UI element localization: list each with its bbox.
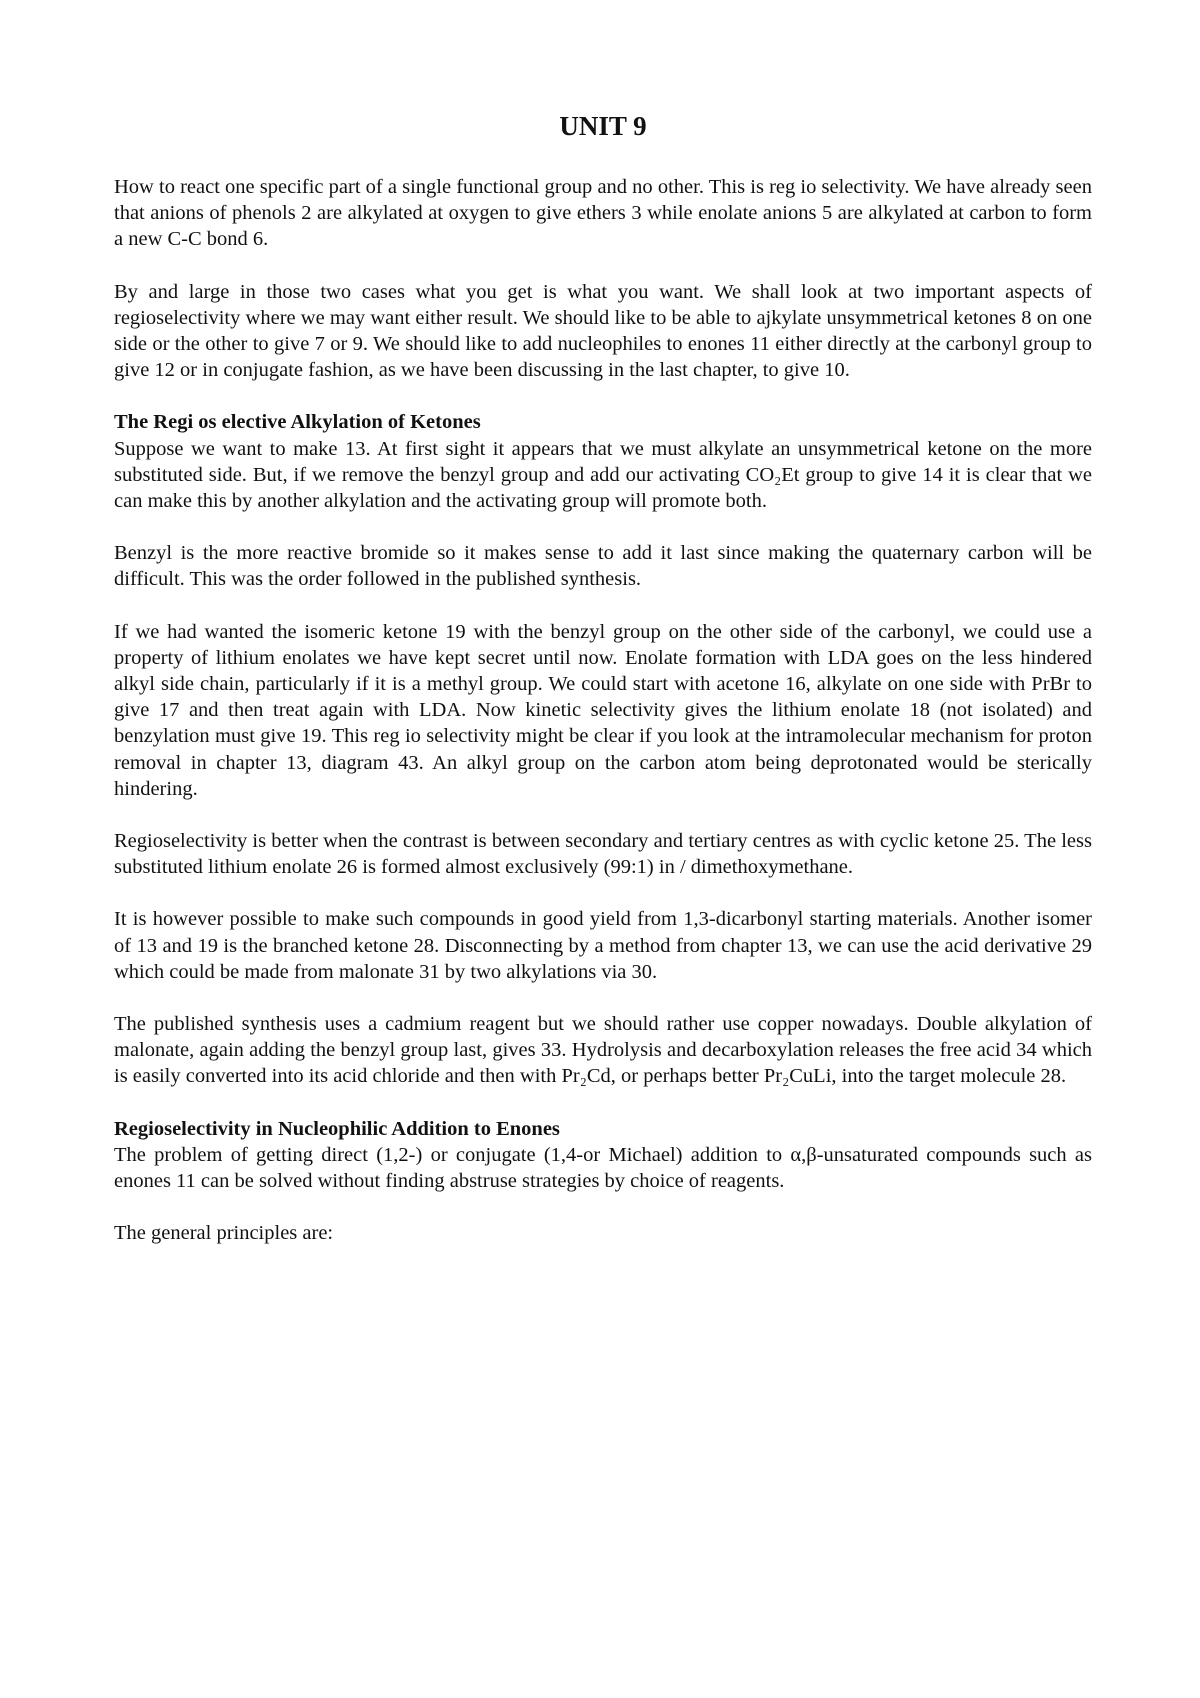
intro-paragraph-1: How to react one specific part of a single functional group and no other. This is reg io selectivity. We have already seen that anions of phenols 2 are alkylated at oxygen to give ethers 3 while enolate anions 5 are alkylated at carbon to form a new C-C bond 6. — [114, 176, 1092, 251]
section-paragraph: The problem of getting direct (1,2-) or conjugate (1,4-or Michael) addition to α,β-unsaturated compounds such as enones 11 can be solved without finding abstruse strategies by choice of reagents. — [114, 1143, 1092, 1193]
section-paragraph: Regioselectivity is better when the contrast is between secondary and tertiary centres as with cyclic ketone 25. The less substituted lithium enolate 26 is formed almost exclusively (99:1) in / dimethoxymethane. — [114, 830, 1092, 879]
section-paragraph: Benzyl is the more reactive bromide so it makes sense to add it last since making the quaternary carbon will be difficult. This was the order followed in the published synthesis. — [114, 542, 1092, 591]
document-page — [114, 110, 1092, 1273]
section-paragraph: It is however possible to make such compounds in good yield from 1,3-dicarbonyl starting materials. Another isomer of 13 and 19 is the branched ketone 28. Disconnecting by a method from chapter 13, we can use the acid derivative 29 which could be made from malonate 31 by two alkylations via 30. — [114, 908, 1092, 983]
section-paragraph: Suppose we want to make 13. At first sight it appears that we must alkylate an unsymmetrical ketone on the more substituted side. But, if we remove the benzyl group and add our activating CO₂Et group to give 14 it is clear that we can make this by another alkylation and the activating group will promote both. — [114, 437, 1092, 513]
section-heading: The Regi os elective Alkylation of Ketones — [114, 411, 481, 434]
section-heading: Regioselectivity in Nucleophilic Addition to Enones — [114, 1117, 560, 1140]
section-nucleophilic-addition — [114, 1116, 1092, 1247]
page-title: UNIT 9 — [559, 111, 647, 141]
section-paragraph: If we had wanted the isomeric ketone 19 with the benzyl group on the other side of the carbonyl, we could use a property of lithium enolates we have kept secret until now. Enolate formation with LDA goes on the less hindered alkyl side chain, particularly if it is a methyl group. We could start with acetone 16, alkylate on one side with PrBr to give 17 and then treat again with LDA. Now kinetic selectivity gives the lithium enolate 18 (not isolated) and benzylation must give 19. This reg io selectivity might be clear if you look at the intramolecular mechanism for proton removal in chapter 13, diagram 43. An alkyl group on the carbon atom being deprotonated would be sterically hindering. — [114, 620, 1092, 800]
intro-paragraph-2: By and large in those two cases what you get is what you want. We shall look at two important aspects of regioselectivity where we may want either result. We should like to be able to ajkylate unsymmetrical ketones 8 on one side or the other to give 7 or 9. We should like to add nucleophiles to enones 11 either directly at the carbonyl group to give 12 or in conjugate fashion, as we have been discussing in the last chapter, to give 10. — [114, 280, 1092, 382]
section-paragraph: The general principles are: — [114, 1222, 334, 1245]
section-regioselective-alkylation — [114, 409, 1092, 1089]
section-paragraph: The published synthesis uses a cadmium reagent but we should rather use copper nowadays. Double alkylation of malonate, again adding the benzyl group last, gives 33. Hydrolysis and decarboxylation releases the free acid 34 which is easily converted into its acid chloride and then with Pr₂Cd, or perhaps better Pr₂CuLi, into the target molecule 28. — [114, 1013, 1092, 1088]
